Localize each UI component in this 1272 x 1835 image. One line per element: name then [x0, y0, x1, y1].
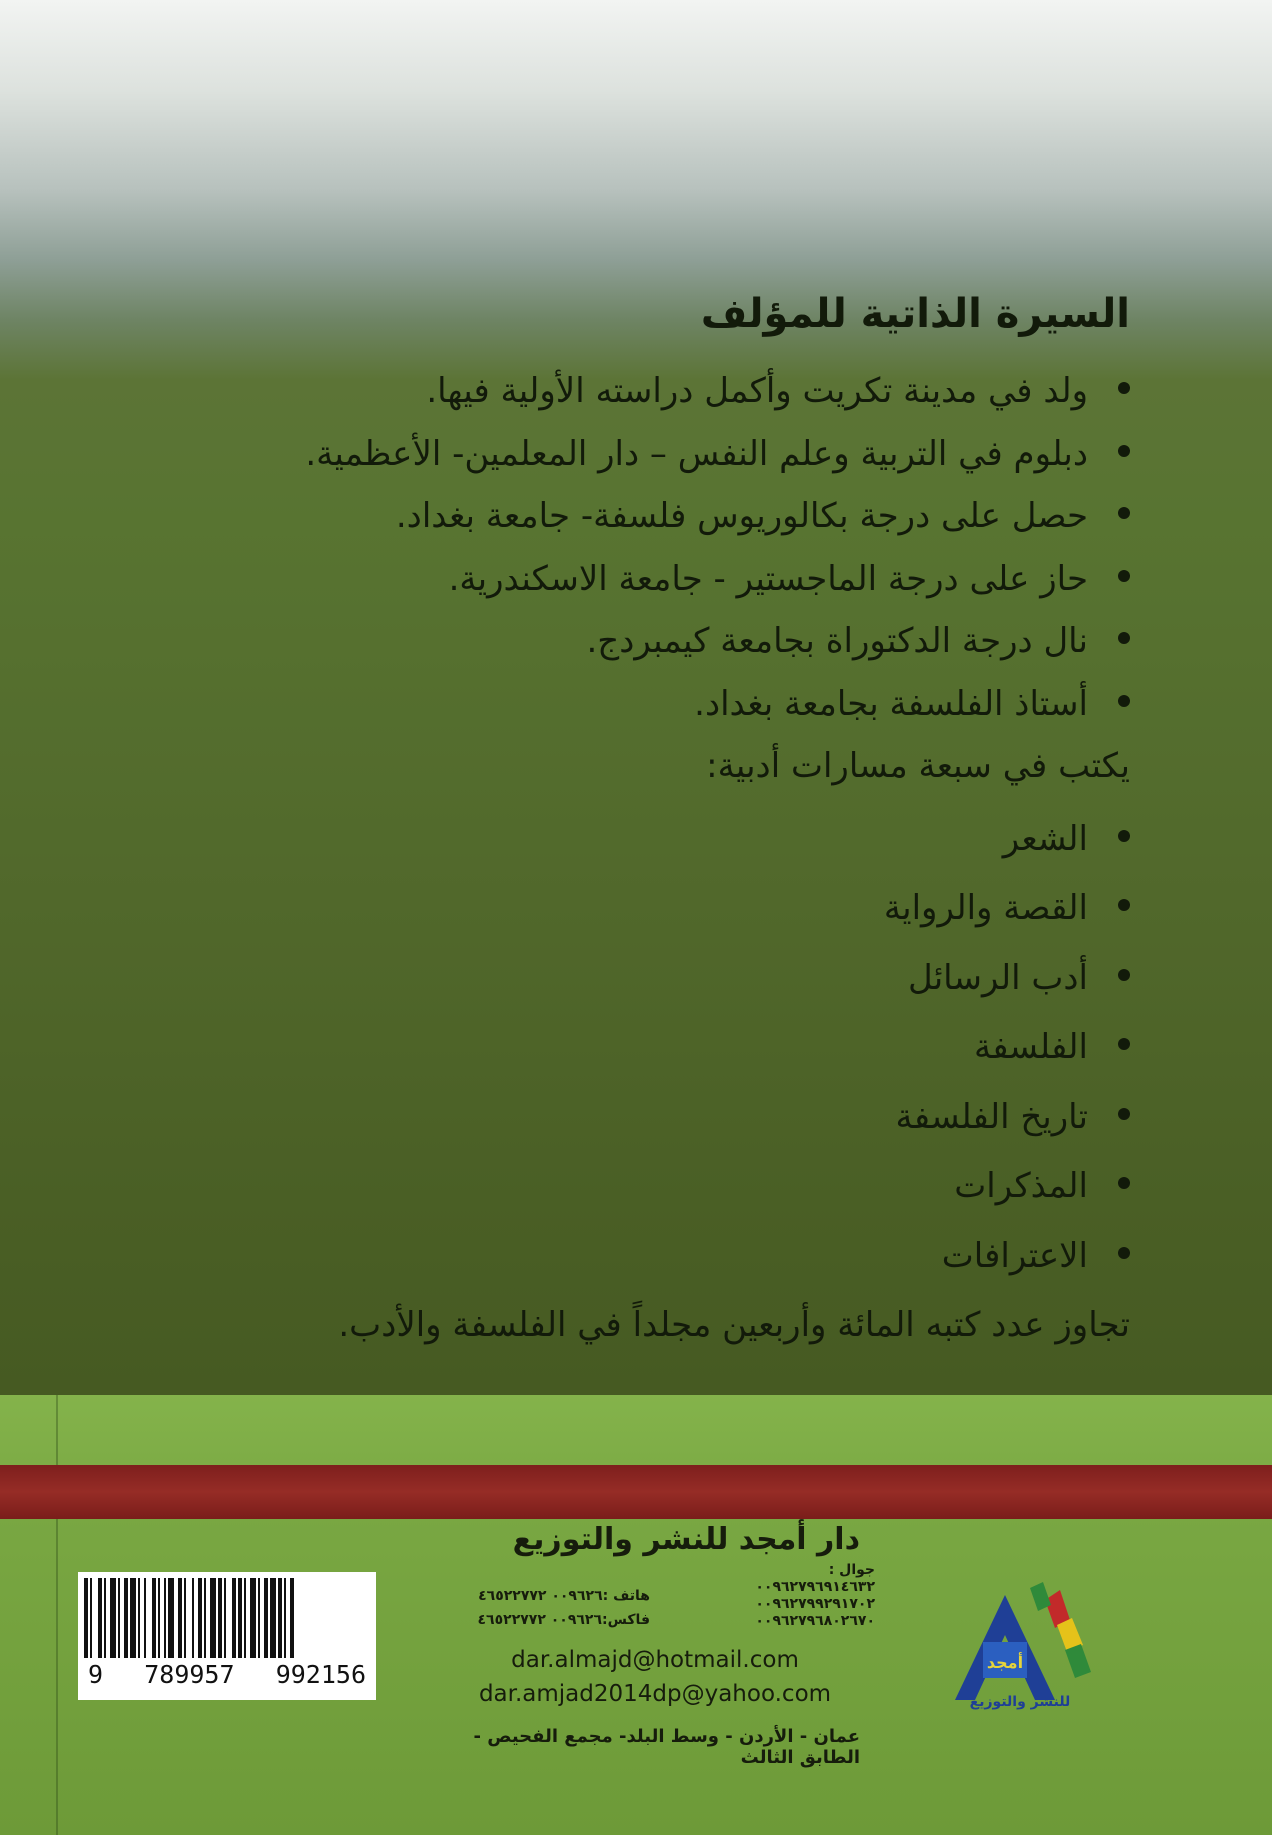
- bullet-icon: [1118, 382, 1130, 394]
- bullet-icon: [1118, 830, 1130, 842]
- publisher-logo: [935, 1580, 1105, 1710]
- mobile-number: ٠٠٩٦٢٧٩٩٢٩١٧٠٢: [755, 1596, 875, 1612]
- author-bio: [300, 290, 1130, 1377]
- mobile-number: ٠٠٩٦٢٧٩٦٨٠٢٦٧٠: [755, 1613, 875, 1629]
- phone-fax: [478, 1584, 650, 1632]
- bullet-icon: [1118, 632, 1130, 644]
- bullet-icon: [1118, 1108, 1130, 1120]
- bullet-icon: [1118, 445, 1130, 457]
- email-yahoo: dar.amjad2014dp@yahoo.com: [478, 1681, 832, 1707]
- closing-statement: تجاوز عدد كتبه المائة وأربعين مجلداً في الفلسفة والأدب.: [338, 1305, 1130, 1345]
- publisher-address: عمان - الأردن - وسط البلد- مجمع الفحيص - الطابق الثالث: [473, 1726, 860, 1768]
- isbn-barcode: [78, 1572, 376, 1700]
- barcode-bar: [294, 1578, 296, 1658]
- bullet-icon: [1118, 899, 1130, 911]
- publisher-name: دار أمجد للنشر والتوزيع: [512, 1522, 860, 1557]
- bullet-icon: [1118, 570, 1130, 582]
- bio-title: السيرة الذاتية للمؤلف: [700, 291, 1130, 337]
- list-item: الشعر: [300, 818, 1130, 861]
- education-list: [300, 370, 1130, 725]
- logo-subtitle: للنشر والتوزيع: [969, 1694, 1071, 1710]
- list-item: الفلسفة: [300, 1026, 1130, 1069]
- bullet-icon: [1118, 1247, 1130, 1259]
- list-item: ولد في مدينة تكريت وأكمل دراسته الأولية فيها.: [300, 370, 1130, 413]
- fax-number: فاكس:٠٠٩٦٢٦ ٤٦٥٢٢٧٧٢: [477, 1612, 650, 1628]
- bullet-icon: [1118, 969, 1130, 981]
- paths-intro: يكتب في سبعة مسارات أدبية:: [706, 746, 1130, 786]
- contact-block: [465, 1562, 875, 1642]
- mobile-number: ٠٠٩٦٢٧٩٦٩١٤٦٣٢: [755, 1579, 875, 1595]
- mobile-numbers: [755, 1562, 875, 1630]
- phone-number: هاتف :٠٠٩٦٢٦ ٤٦٥٢٢٧٧٢: [478, 1588, 650, 1604]
- barcode-bars: [84, 1578, 370, 1658]
- logo-book-page-green: [1065, 1644, 1091, 1678]
- mobile-label: جوال :: [828, 1562, 875, 1578]
- list-item: دبلوم في التربية وعلم النفس – دار المعلمين- الأعظمية.: [300, 433, 1130, 476]
- bullet-icon: [1118, 507, 1130, 519]
- email-hotmail: dar.almajd@hotmail.com: [511, 1647, 799, 1673]
- fold-line: [56, 1395, 58, 1835]
- barcode-digits: 9 789957 992156: [88, 1660, 366, 1689]
- list-item: أستاذ الفلسفة بجامعة بغداد.: [300, 683, 1130, 726]
- list-item: أدب الرسائل: [300, 957, 1130, 1000]
- list-item: الاعترافات: [300, 1235, 1130, 1278]
- list-item: المذكرات: [300, 1165, 1130, 1208]
- logo-text: أمجد: [986, 1653, 1024, 1672]
- list-item: حاز على درجة الماجستير - جامعة الاسكندرية.: [300, 558, 1130, 601]
- list-item: نال درجة الدكتوراة بجامعة كيمبردج.: [300, 620, 1130, 663]
- red-stripe: [0, 1465, 1272, 1519]
- list-item: حصل على درجة بكالوريوس فلسفة- جامعة بغداد.: [300, 495, 1130, 538]
- bullet-icon: [1118, 1177, 1130, 1189]
- list-item: القصة والرواية: [300, 887, 1130, 930]
- literary-paths-list: [300, 818, 1130, 1278]
- list-item: تاريخ الفلسفة: [300, 1096, 1130, 1139]
- bullet-icon: [1118, 695, 1130, 707]
- bullet-icon: [1118, 1038, 1130, 1050]
